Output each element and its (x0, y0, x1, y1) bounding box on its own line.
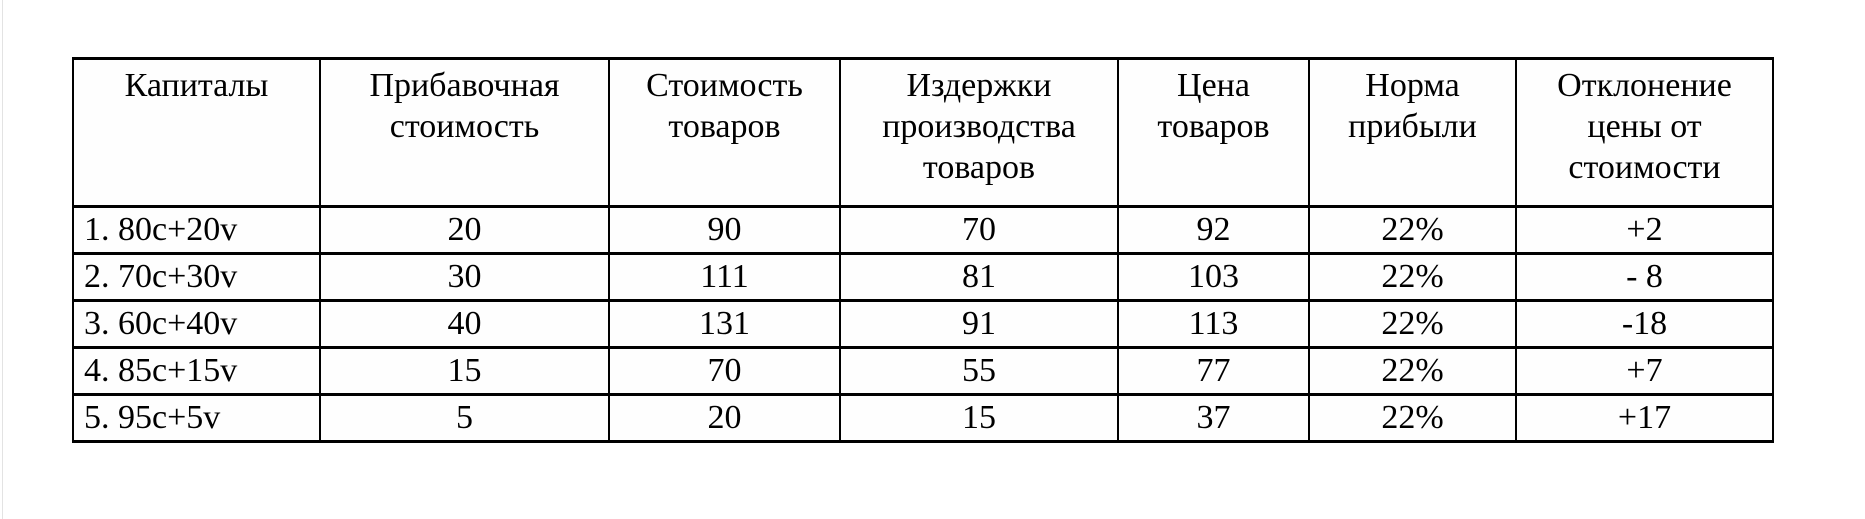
cell-production-cost: 55 (840, 348, 1118, 395)
cell-capital: 3. 60c+40v (73, 301, 320, 348)
cell-commodity-value: 20 (609, 395, 840, 442)
cell-profit-rate: 22% (1309, 207, 1516, 254)
cell-production-cost: 15 (840, 395, 1118, 442)
cell-deviation: -18 (1516, 301, 1773, 348)
header-surplus-value: Прибавочная стоимость (320, 59, 609, 207)
cell-profit-rate: 22% (1309, 254, 1516, 301)
cell-profit-rate: 22% (1309, 348, 1516, 395)
cell-surplus-value: 20 (320, 207, 609, 254)
cell-capital: 1. 80c+20v (73, 207, 320, 254)
cell-deviation: +7 (1516, 348, 1773, 395)
cell-price: 113 (1118, 301, 1309, 348)
header-deviation: Отклонение цены от стоимости (1516, 59, 1773, 207)
cell-deviation: +17 (1516, 395, 1773, 442)
cell-production-cost: 70 (840, 207, 1118, 254)
page-left-edge-line (2, 0, 3, 519)
cell-production-cost: 81 (840, 254, 1118, 301)
cell-commodity-value: 131 (609, 301, 840, 348)
cell-price: 103 (1118, 254, 1309, 301)
cell-commodity-value: 70 (609, 348, 840, 395)
table-row (73, 348, 1773, 395)
cell-deviation: - 8 (1516, 254, 1773, 301)
cell-profit-rate: 22% (1309, 395, 1516, 442)
table-header-row (73, 59, 1773, 207)
cell-production-cost: 91 (840, 301, 1118, 348)
table-row (73, 301, 1773, 348)
capitals-profit-table (72, 57, 1774, 443)
table-row (73, 207, 1773, 254)
header-commodity-value: Стоимость товаров (609, 59, 840, 207)
cell-surplus-value: 40 (320, 301, 609, 348)
cell-surplus-value: 5 (320, 395, 609, 442)
header-production-cost: Издержки производства товаров (840, 59, 1118, 207)
cell-capital: 4. 85c+15v (73, 348, 320, 395)
cell-surplus-value: 15 (320, 348, 609, 395)
cell-commodity-value: 90 (609, 207, 840, 254)
header-price: Цена товаров (1118, 59, 1309, 207)
cell-deviation: +2 (1516, 207, 1773, 254)
cell-capital: 5. 95c+5v (73, 395, 320, 442)
header-capitals: Капиталы (73, 59, 320, 207)
cell-price: 77 (1118, 348, 1309, 395)
table-row (73, 254, 1773, 301)
cell-commodity-value: 111 (609, 254, 840, 301)
header-profit-rate: Норма прибыли (1309, 59, 1516, 207)
cell-price: 37 (1118, 395, 1309, 442)
cell-price: 92 (1118, 207, 1309, 254)
cell-profit-rate: 22% (1309, 301, 1516, 348)
cell-surplus-value: 30 (320, 254, 609, 301)
cell-capital: 2. 70c+30v (73, 254, 320, 301)
table-row (73, 395, 1773, 442)
